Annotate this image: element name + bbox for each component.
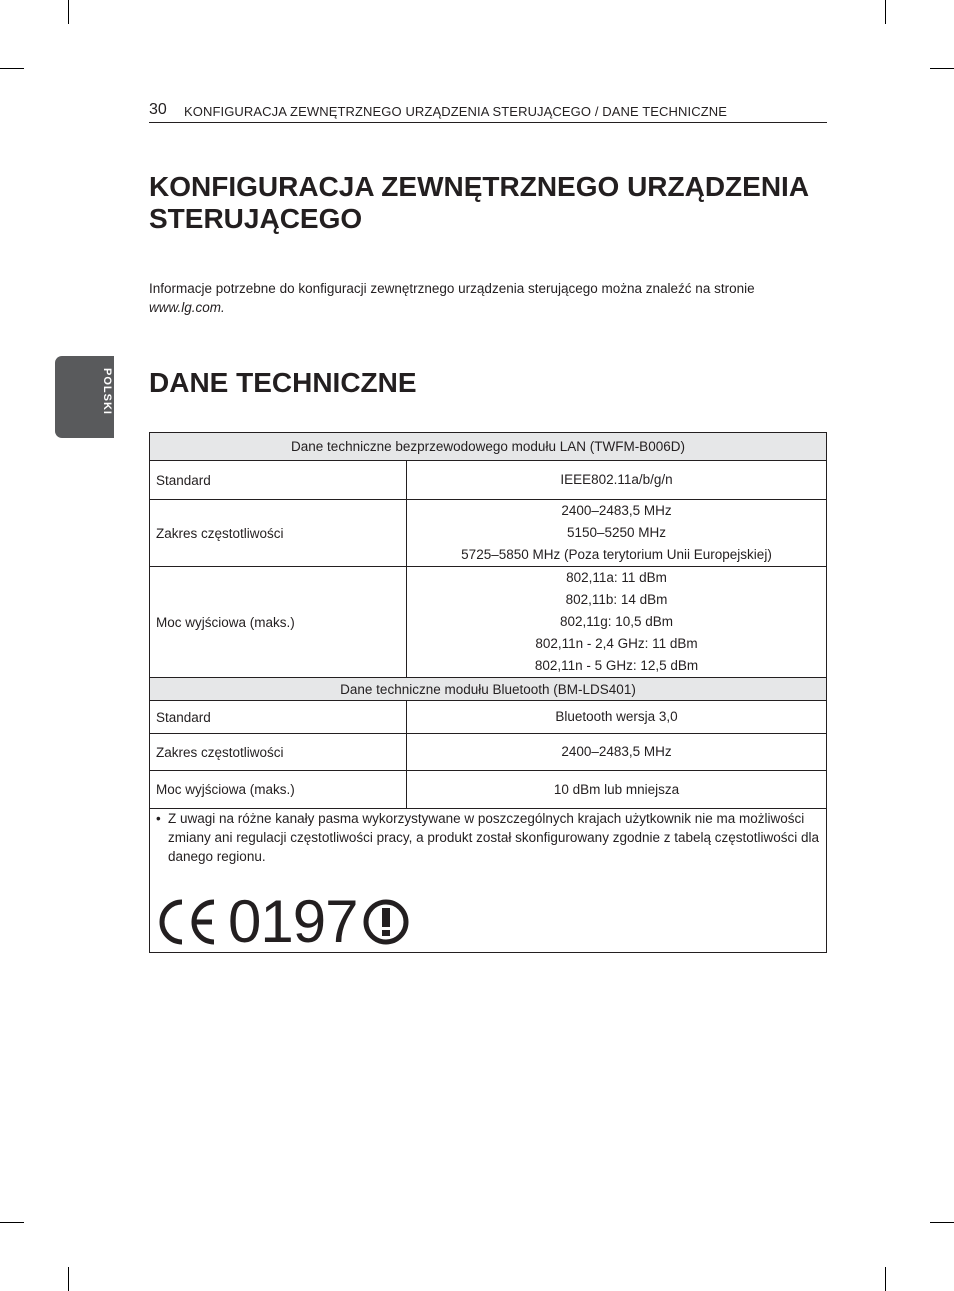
value-line: 802,11g: 10,5 dBm [559,614,674,629]
table-row [150,701,827,734]
row-value [407,567,827,678]
bullet-icon: • [156,811,161,826]
table-row [150,734,827,771]
crop-mark [0,68,24,69]
language-tab-label: POLSKI [101,368,113,415]
table-row [150,500,827,567]
website-link: www.lg.com. [149,300,225,315]
running-title: KONFIGURACJA ZEWNĘTRZNEGO URZĄDZENIA STERUJĄCEGO / DANE TECHNICZNE [184,104,728,119]
crop-mark [68,1267,69,1291]
row-label: Zakres częstotliwości [150,734,407,771]
row-value [407,500,827,567]
row-label: Standard [150,461,407,500]
row-value [407,701,827,734]
table-row [150,461,827,500]
value-line: 2400–2483,5 MHz [561,503,672,518]
notified-body-number: 0197 [228,888,358,955]
crop-mark [930,68,954,69]
table-row [150,771,827,809]
note-text: Z uwagi na różne kanały pasma wykorzystywane w poszczególnych krajach użytkownik nie ma możliwości zmiany ani regulacji częstotliwości pracy, a produkt został skonfigurowany zgodnie z tabelą częstotliwości dla danego regionu. [168,811,820,864]
value-line: 802,11a: 11 dBm [566,570,667,585]
row-label: Standard [150,701,407,734]
bluetooth-header: Dane techniczne modułu Bluetooth (BM-LDS401) [150,678,827,701]
row-value [407,734,827,771]
alert-icon [363,899,409,945]
ce-mark-icon [156,897,218,947]
row-label: Zakres częstotliwości [150,500,407,567]
section-title-configuration: KONFIGURACJA ZEWNĘTRZNEGO URZĄDZENIA STERUJĄCEGO [149,171,809,234]
value-line: IEEE802.11a/b/g/n [560,472,673,487]
intro-paragraph [149,279,829,317]
crop-mark [885,1267,886,1291]
page-number: 30 [149,101,167,118]
value-line: 10 dBm lub mniejsza [553,781,680,797]
value-line: 802,11b: 14 dBm [565,592,668,607]
crop-mark [68,0,69,24]
section-title-specs: DANE TECHNICZNE [149,367,417,398]
value-line: 5150–5250 MHz [566,525,667,540]
crop-mark [885,0,886,24]
value-line: 5725–5850 MHz (Poza terytorium Unii Europejskiej) [461,547,772,562]
value-line: 802,11n - 5 GHz: 12,5 dBm [534,658,699,673]
value-line: 802,11n - 2,4 GHz: 11 dBm [535,636,698,651]
note-cell [150,809,827,953]
table-row [150,567,827,678]
wlan-header: Dane techniczne bezprzewodowego modułu LAN (TWFM-B006D) [150,433,827,461]
note-row [150,809,827,953]
row-label: Moc wyjściowa (maks.) [150,567,407,678]
value-line: Bluetooth wersja 3,0 [555,709,678,724]
crop-mark [0,1222,24,1223]
crop-mark [930,1222,954,1223]
running-header [149,100,827,123]
certification-marks [156,888,820,955]
value-line: 2400–2483,5 MHz [561,744,672,759]
row-label: Moc wyjściowa (maks.) [150,771,407,809]
row-value [407,771,827,809]
row-value [407,461,827,500]
spec-table [149,432,827,953]
intro-text: Informacje potrzebne do konfiguracji zewnętrznego urządzenia sterującego można znaleźć na stronie [149,281,755,296]
